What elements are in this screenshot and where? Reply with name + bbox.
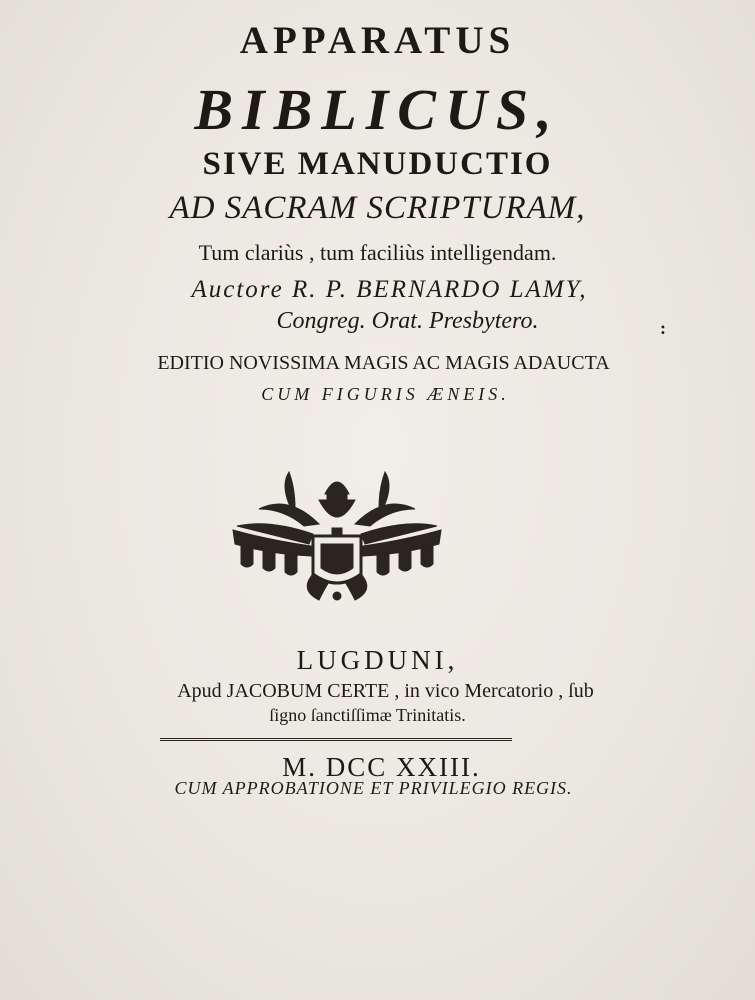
publication-year: M. DCC XXIII.: [282, 752, 481, 782]
imprint-printer: Apud JACOBUM CERTE , in vico Mercatorio , ſub: [177, 680, 594, 702]
stray-ink-mark: :: [660, 318, 666, 338]
subtitle-line-manuductio: SIVE MANUDUCTIO: [202, 146, 553, 182]
title-line-apparatus: APPARATUS: [239, 19, 516, 62]
subtitle-line-scripturam: AD SACRAM SCRIPTURAM,: [169, 190, 586, 226]
privilege-statement: CUM APPROBATIONE ET PRIVILEGIO REGIS.: [174, 778, 573, 798]
author-affiliation: Congreg. Orat. Presbytero.: [276, 308, 539, 334]
printers-ornament-icon: [229, 464, 445, 604]
title-line-biblicus: BIBLICUS,: [194, 77, 561, 142]
edition-statement: EDITIO NOVISSIMA MAGIS AC MAGIS ADAUCTA: [157, 352, 610, 374]
subtitle-line-intelligendam: Tum clariùs , tum faciliùs intelligendam.: [198, 240, 557, 265]
double-rule-divider: [160, 738, 512, 741]
imprint-city: LUGDUNI,: [296, 645, 459, 675]
illustrations-statement: CUM FIGURIS ÆNEIS.: [261, 384, 510, 404]
author-line: Auctore R. P. BERNARDO LAMY,: [191, 276, 588, 303]
imprint-sign: ſigno ſanctiſſimæ Trinitatis.: [269, 705, 466, 725]
